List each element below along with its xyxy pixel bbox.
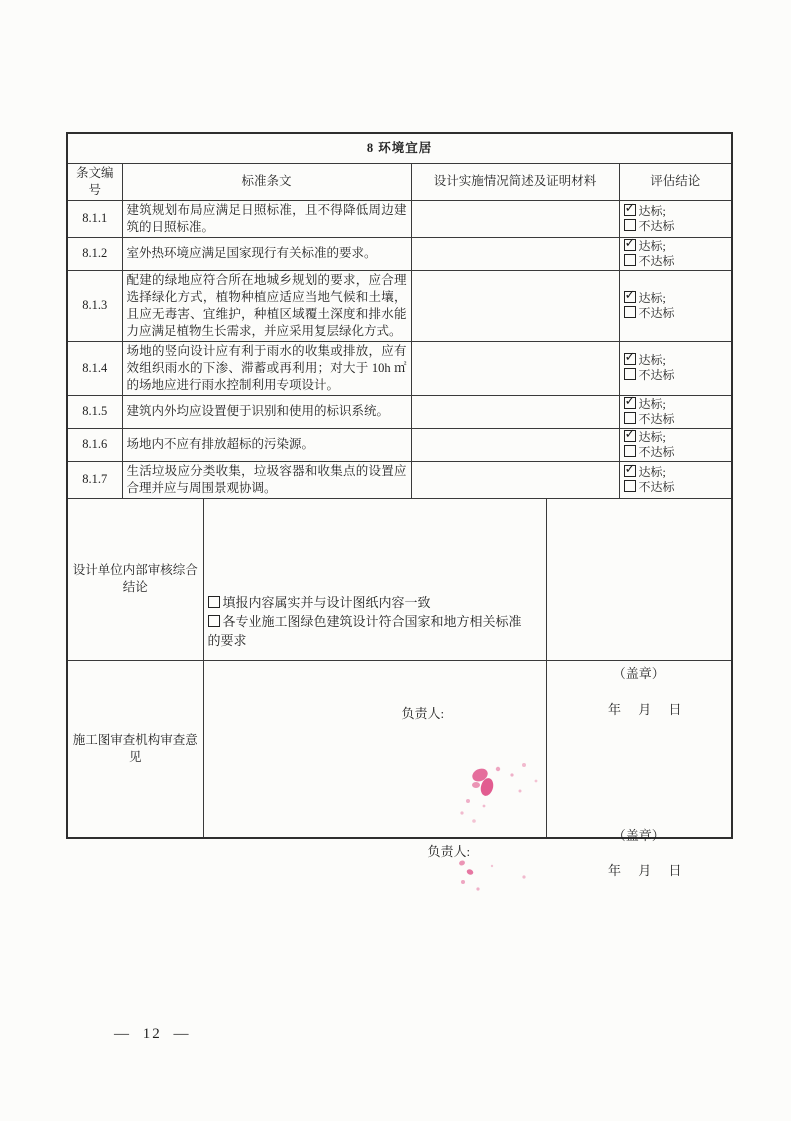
evaluation-cell	[619, 200, 732, 237]
provision-text: 室外热环境应满足国家现行有关标准的要求。	[122, 237, 411, 270]
article-number: 8.1.4	[67, 341, 122, 395]
table-row	[67, 270, 732, 341]
drawing-review-label: 施工图审查机构审查意见	[67, 660, 203, 838]
checkbox-unchecked-icon	[208, 615, 220, 627]
checkbox-unchecked-icon	[208, 596, 220, 608]
table-row	[67, 237, 732, 270]
implementation-cell	[411, 237, 619, 270]
checkbox-checked-icon	[624, 465, 636, 477]
implementation-cell	[411, 461, 619, 498]
article-number: 8.1.2	[67, 237, 122, 270]
article-number: 8.1.3	[67, 270, 122, 341]
table-row	[67, 395, 732, 428]
result-fail-label: 不达标	[638, 479, 675, 494]
header-article-number: 条文编号	[67, 163, 122, 200]
checkbox-unchecked-icon	[624, 219, 636, 231]
internal-review-label: 设计单位内部审核综合结论	[67, 498, 203, 660]
checkbox-unchecked-icon	[624, 254, 636, 266]
implementation-cell	[411, 270, 619, 341]
provision-text: 建筑规划布局应满足日照标准，且不得降低周边建筑的日照标准。	[122, 200, 411, 237]
implementation-cell	[411, 428, 619, 461]
implementation-cell	[411, 200, 619, 237]
implementation-cell	[411, 341, 619, 395]
seal-label: （盖章）	[612, 666, 665, 681]
internal-review-row	[67, 498, 732, 660]
date-label: 年 月 日	[608, 702, 682, 717]
table-row	[67, 200, 732, 237]
result-fail-label: 不达标	[638, 218, 675, 233]
table-row	[67, 341, 732, 395]
header-evaluation-result: 评估结论	[619, 163, 732, 200]
evaluation-cell	[619, 341, 732, 395]
checkbox-checked-icon	[624, 397, 636, 409]
section-title: 8 环境宜居	[67, 133, 732, 163]
result-fail-label: 不达标	[638, 253, 675, 268]
checkbox-checked-icon	[624, 204, 636, 216]
result-pass-label: 达标;	[638, 429, 666, 444]
checkbox-checked-icon	[624, 291, 636, 303]
result-pass-label: 达标;	[638, 396, 666, 411]
table-row	[67, 461, 732, 498]
article-number: 8.1.5	[67, 395, 122, 428]
checkbox-checked-icon	[624, 353, 636, 365]
evaluation-cell	[619, 270, 732, 341]
table-row	[67, 428, 732, 461]
header-implementation: 设计实施情况简述及证明材料	[411, 163, 619, 200]
responsible-person-label: 负责人:	[427, 843, 471, 859]
internal-review-checklist	[208, 593, 526, 650]
checkbox-unchecked-icon	[624, 445, 636, 457]
table-header-row	[67, 163, 732, 200]
result-pass-label: 达标;	[638, 238, 666, 253]
seal-label: （盖章）	[612, 827, 665, 843]
internal-review-content	[203, 498, 546, 721]
evaluation-form-table	[66, 132, 731, 878]
header-standard-provision: 标准条文	[122, 163, 411, 200]
article-number: 8.1.7	[67, 461, 122, 498]
evaluation-cell	[619, 237, 732, 270]
internal-review-seal-cell	[546, 498, 732, 717]
provision-text: 配建的绿地应符合所在地城乡规划的要求，应合理选择绿化方式，植物种植应适应当地气候和土壤，且应无毒害、宜维护，种植区域覆土深度和排水能力应满足植物生长需求，并应采用复层绿化方式。	[122, 270, 411, 341]
evaluation-cell	[619, 428, 732, 461]
evaluation-cell	[619, 461, 732, 498]
responsible-person-label: 负责人:	[401, 706, 445, 721]
checkbox-unchecked-icon	[624, 412, 636, 424]
evaluation-cell	[619, 395, 732, 428]
check-item-label: 填报内容属实并与设计图纸内容一致	[222, 595, 431, 610]
article-number: 8.1.1	[67, 200, 122, 237]
result-fail-label: 不达标	[638, 444, 675, 459]
provision-text: 建筑内外均应设置便于识别和使用的标识系统。	[122, 395, 411, 428]
checkbox-unchecked-icon	[624, 480, 636, 492]
page-number: — 12 —	[114, 1026, 191, 1042]
checkbox-checked-icon	[624, 430, 636, 442]
provision-text: 生活垃圾应分类收集，垃圾容器和收集点的设置应合理并应与周围景观协调。	[122, 461, 411, 498]
result-fail-label: 不达标	[638, 368, 675, 382]
drawing-review-seal-cell	[546, 660, 732, 878]
result-pass-label: 达标;	[638, 203, 666, 218]
checkbox-unchecked-icon	[624, 306, 636, 318]
result-pass-label: 达标;	[638, 464, 666, 479]
drawing-review-content	[203, 660, 546, 859]
result-pass-label: 达标;	[638, 353, 666, 367]
checkbox-checked-icon	[624, 239, 636, 251]
result-fail-label: 不达标	[638, 305, 675, 320]
article-number: 8.1.6	[67, 428, 122, 461]
provision-text: 场地的竖向设计应有利于雨水的收集或排放，应有效组织雨水的下渗、滞蓄或再利用；对大于 10h ㎡ 的场地应进行雨水控制利用专项设计。	[122, 341, 411, 395]
check-item-label: 各专业施工图绿色建筑设计符合国家和地方相关标准的要求	[207, 614, 522, 648]
checkbox-unchecked-icon	[624, 368, 636, 380]
provision-text: 场地内不应有排放超标的污染源。	[122, 428, 411, 461]
result-pass-label: 达标;	[638, 290, 666, 305]
result-fail-label: 不达标	[638, 411, 675, 426]
table-title-row	[67, 133, 732, 163]
implementation-cell	[411, 395, 619, 428]
date-label: 年 月 日	[608, 862, 682, 878]
drawing-review-row	[67, 660, 732, 838]
